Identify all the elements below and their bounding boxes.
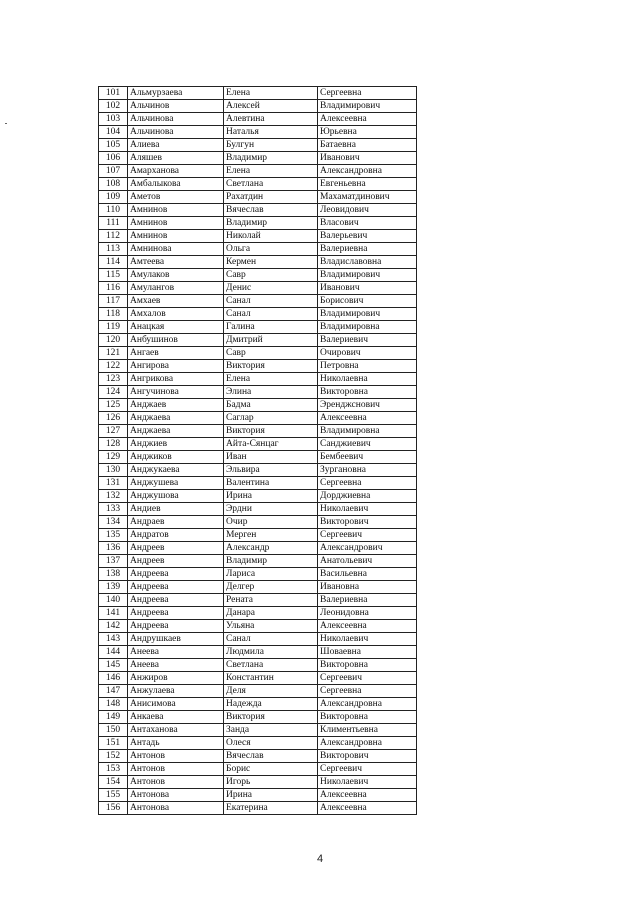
first-name-cell: Рахатдин — [224, 191, 318, 204]
first-name-cell: Денис — [224, 282, 318, 295]
row-number: 113 — [99, 243, 128, 256]
first-name-cell: Виктория — [224, 425, 318, 438]
patronymic-cell: Климентьевна — [318, 724, 417, 737]
patronymic-cell: Махаматдинович — [318, 191, 417, 204]
table-row — [99, 425, 417, 438]
patronymic-cell: Васильевна — [318, 568, 417, 581]
table-row — [99, 464, 417, 477]
patronymic-cell: Валериевна — [318, 243, 417, 256]
table-row — [99, 386, 417, 399]
patronymic-cell: Батаевна — [318, 139, 417, 152]
surname-cell: Анжулаева — [128, 685, 224, 698]
first-name-cell: Лариса — [224, 568, 318, 581]
surname-cell: Ангаев — [128, 347, 224, 360]
row-number: 141 — [99, 607, 128, 620]
first-name-cell: Елена — [224, 87, 318, 100]
first-name-cell: Николай — [224, 230, 318, 243]
surname-cell: Аметов — [128, 191, 224, 204]
first-name-cell: Делгер — [224, 581, 318, 594]
patronymic-cell: Александровна — [318, 165, 417, 178]
table-row — [99, 698, 417, 711]
surname-cell: Антонова — [128, 789, 224, 802]
table-row — [99, 87, 417, 100]
patronymic-cell: Викторович — [318, 750, 417, 763]
first-name-cell: Владимир — [224, 217, 318, 230]
patronymic-cell: Владимирович — [318, 308, 417, 321]
row-number: 133 — [99, 503, 128, 516]
table-row — [99, 308, 417, 321]
row-number: 137 — [99, 555, 128, 568]
first-name-cell: Вячеслав — [224, 204, 318, 217]
first-name-cell: Санал — [224, 308, 318, 321]
patronymic-cell: Шоваевна — [318, 646, 417, 659]
row-number: 123 — [99, 373, 128, 386]
row-number: 145 — [99, 659, 128, 672]
patronymic-cell: Викторовна — [318, 659, 417, 672]
surname-cell: Анджушева — [128, 477, 224, 490]
patronymic-cell: Бембеевич — [318, 451, 417, 464]
row-number: 153 — [99, 763, 128, 776]
patronymic-cell: Валерьевич — [318, 230, 417, 243]
patronymic-cell: Александровна — [318, 698, 417, 711]
surname-cell: Амулаков — [128, 269, 224, 282]
table-row — [99, 178, 417, 191]
table-row — [99, 334, 417, 347]
table-row — [99, 477, 417, 490]
table-row — [99, 620, 417, 633]
first-name-cell: Савр — [224, 347, 318, 360]
row-number: 131 — [99, 477, 128, 490]
surname-cell: Альчинов — [128, 100, 224, 113]
surname-cell: Анацкая — [128, 321, 224, 334]
patronymic-cell: Валериевна — [318, 594, 417, 607]
surname-cell: Альмурзаева — [128, 87, 224, 100]
table-row — [99, 282, 417, 295]
row-number: 116 — [99, 282, 128, 295]
surname-cell: Аляшев — [128, 152, 224, 165]
surname-cell: Ангучинова — [128, 386, 224, 399]
surname-cell: Амарханова — [128, 165, 224, 178]
table-row — [99, 217, 417, 230]
row-number: 102 — [99, 100, 128, 113]
table-row — [99, 646, 417, 659]
row-number: 156 — [99, 802, 128, 815]
row-number: 103 — [99, 113, 128, 126]
surname-cell: Андреев — [128, 542, 224, 555]
row-number: 144 — [99, 646, 128, 659]
first-name-cell: Эльвира — [224, 464, 318, 477]
surname-cell: Андреева — [128, 607, 224, 620]
row-number: 107 — [99, 165, 128, 178]
patronymic-cell: Сергеевна — [318, 87, 417, 100]
table-row — [99, 243, 417, 256]
row-number: 150 — [99, 724, 128, 737]
surname-cell: Анисимова — [128, 698, 224, 711]
patronymic-cell: Николаевна — [318, 373, 417, 386]
first-name-cell: Мерген — [224, 529, 318, 542]
patronymic-cell: Алексеевна — [318, 412, 417, 425]
first-name-cell: Алевтина — [224, 113, 318, 126]
first-name-cell: Светлана — [224, 659, 318, 672]
surname-cell: Андиев — [128, 503, 224, 516]
table-row — [99, 659, 417, 672]
patronymic-cell: Владимировна — [318, 321, 417, 334]
first-name-cell: Валентина — [224, 477, 318, 490]
first-name-cell: Дмитрий — [224, 334, 318, 347]
table-row — [99, 789, 417, 802]
patronymic-cell: Власович — [318, 217, 417, 230]
surname-cell: Амнинов — [128, 217, 224, 230]
row-number: 128 — [99, 438, 128, 451]
first-name-cell: Екатерина — [224, 802, 318, 815]
surname-cell: Ангирова — [128, 360, 224, 373]
first-name-cell: Санал — [224, 295, 318, 308]
row-number: 135 — [99, 529, 128, 542]
surname-cell: Анеева — [128, 659, 224, 672]
table-row — [99, 321, 417, 334]
table-row — [99, 607, 417, 620]
row-number: 121 — [99, 347, 128, 360]
table-row — [99, 230, 417, 243]
first-name-cell: Владимир — [224, 555, 318, 568]
table-row — [99, 568, 417, 581]
first-name-cell: Владимир — [224, 152, 318, 165]
first-name-cell: Эрдни — [224, 503, 318, 516]
row-number: 108 — [99, 178, 128, 191]
table-row — [99, 503, 417, 516]
table-row — [99, 295, 417, 308]
first-name-cell: Елена — [224, 373, 318, 386]
surname-cell: Анджукаева — [128, 464, 224, 477]
first-name-cell: Элина — [224, 386, 318, 399]
patronymic-cell: Петровна — [318, 360, 417, 373]
surname-cell: Алиева — [128, 139, 224, 152]
surname-cell: Амбалыкова — [128, 178, 224, 191]
surname-cell: Андреева — [128, 568, 224, 581]
surname-cell: Анжиров — [128, 672, 224, 685]
patronymic-cell: Владиславовна — [318, 256, 417, 269]
surname-cell: Андреев — [128, 555, 224, 568]
patronymic-cell: Алексеевна — [318, 113, 417, 126]
first-name-cell: Наталья — [224, 126, 318, 139]
table-row — [99, 204, 417, 217]
row-number: 143 — [99, 633, 128, 646]
row-number: 130 — [99, 464, 128, 477]
row-number: 115 — [99, 269, 128, 282]
table-row — [99, 373, 417, 386]
row-number: 126 — [99, 412, 128, 425]
patronymic-cell: Борисович — [318, 295, 417, 308]
patronymic-cell: Иванович — [318, 152, 417, 165]
table-row — [99, 113, 417, 126]
surname-cell: Амулангов — [128, 282, 224, 295]
names-table — [98, 86, 417, 815]
surname-cell: Ангрикова — [128, 373, 224, 386]
patronymic-cell: Сергеевич — [318, 529, 417, 542]
first-name-cell: Светлана — [224, 178, 318, 191]
row-number: 136 — [99, 542, 128, 555]
first-name-cell: Борис — [224, 763, 318, 776]
patronymic-cell: Сергеевич — [318, 672, 417, 685]
table-row — [99, 724, 417, 737]
row-number: 155 — [99, 789, 128, 802]
patronymic-cell: Очирович — [318, 347, 417, 360]
first-name-cell: Ирина — [224, 789, 318, 802]
row-number: 125 — [99, 399, 128, 412]
surname-cell: Анкаева — [128, 711, 224, 724]
surname-cell: Амнинова — [128, 243, 224, 256]
table-row — [99, 165, 417, 178]
patronymic-cell: Алексеевна — [318, 620, 417, 633]
table-row — [99, 438, 417, 451]
first-name-cell: Айта-Сянцаг — [224, 438, 318, 451]
table-row — [99, 581, 417, 594]
surname-cell: Андреева — [128, 594, 224, 607]
row-number: 140 — [99, 594, 128, 607]
patronymic-cell: Николаевич — [318, 503, 417, 516]
row-number: 111 — [99, 217, 128, 230]
table-row — [99, 412, 417, 425]
patronymic-cell: Владимирович — [318, 100, 417, 113]
table-row — [99, 256, 417, 269]
first-name-cell: Елена — [224, 165, 318, 178]
row-number: 147 — [99, 685, 128, 698]
row-number: 138 — [99, 568, 128, 581]
page-number: 4 — [316, 853, 324, 865]
surname-cell: Анджиков — [128, 451, 224, 464]
row-number: 119 — [99, 321, 128, 334]
surname-cell: Анбушинов — [128, 334, 224, 347]
patronymic-cell: Александрович — [318, 542, 417, 555]
table-row — [99, 776, 417, 789]
first-name-cell: Занда — [224, 724, 318, 737]
row-number: 105 — [99, 139, 128, 152]
table-row — [99, 633, 417, 646]
first-name-cell: Константин — [224, 672, 318, 685]
first-name-cell: Галина — [224, 321, 318, 334]
patronymic-cell: Сергеевич — [318, 763, 417, 776]
table-row — [99, 139, 417, 152]
first-name-cell: Булгун — [224, 139, 318, 152]
row-number: 148 — [99, 698, 128, 711]
row-number: 120 — [99, 334, 128, 347]
table-row — [99, 555, 417, 568]
first-name-cell: Бадма — [224, 399, 318, 412]
first-name-cell: Саглар — [224, 412, 318, 425]
first-name-cell: Алексей — [224, 100, 318, 113]
first-name-cell: Ульяна — [224, 620, 318, 633]
surname-cell: Антадь — [128, 737, 224, 750]
first-name-cell: Вячеслав — [224, 750, 318, 763]
table-row — [99, 685, 417, 698]
surname-cell: Антонов — [128, 750, 224, 763]
surname-cell: Андреева — [128, 620, 224, 633]
first-name-cell: Виктория — [224, 711, 318, 724]
row-number: 110 — [99, 204, 128, 217]
row-number: 151 — [99, 737, 128, 750]
table-row — [99, 451, 417, 464]
surname-cell: Антонов — [128, 763, 224, 776]
surname-cell: Анджушова — [128, 490, 224, 503]
row-number: 129 — [99, 451, 128, 464]
patronymic-cell: Анатольевич — [318, 555, 417, 568]
patronymic-cell: Леонидовна — [318, 607, 417, 620]
row-number: 132 — [99, 490, 128, 503]
first-name-cell: Очир — [224, 516, 318, 529]
surname-cell: Амнинов — [128, 204, 224, 217]
patronymic-cell: Эренджснович — [318, 399, 417, 412]
surname-cell: Анеева — [128, 646, 224, 659]
surname-cell: Андратов — [128, 529, 224, 542]
patronymic-cell: Сергеевна — [318, 685, 417, 698]
row-number: 142 — [99, 620, 128, 633]
first-name-cell: Иван — [224, 451, 318, 464]
patronymic-cell: Ивановна — [318, 581, 417, 594]
first-name-cell: Кермен — [224, 256, 318, 269]
surname-cell: Анджаев — [128, 399, 224, 412]
patronymic-cell: Николаевич — [318, 633, 417, 646]
patronymic-cell: Владимировна — [318, 425, 417, 438]
surname-cell: Амхалов — [128, 308, 224, 321]
surname-cell: Антаханова — [128, 724, 224, 737]
patronymic-cell: Иванович — [318, 282, 417, 295]
row-number: 152 — [99, 750, 128, 763]
row-number: 114 — [99, 256, 128, 269]
patronymic-cell: Леовидович — [318, 204, 417, 217]
surname-cell: Амтеева — [128, 256, 224, 269]
row-number: 134 — [99, 516, 128, 529]
patronymic-cell: Алексеевна — [318, 802, 417, 815]
table-row — [99, 347, 417, 360]
surname-cell: Альчинова — [128, 126, 224, 139]
row-number: 127 — [99, 425, 128, 438]
patronymic-cell: Сергеевна — [318, 477, 417, 490]
table-row — [99, 737, 417, 750]
table-row — [99, 672, 417, 685]
row-number: 118 — [99, 308, 128, 321]
patronymic-cell: Викторович — [318, 516, 417, 529]
table-row — [99, 490, 417, 503]
surname-cell: Анджаева — [128, 412, 224, 425]
first-name-cell: Александр — [224, 542, 318, 555]
surname-cell: Амнинов — [128, 230, 224, 243]
surname-cell: Андреева — [128, 581, 224, 594]
stray-mark — [5, 123, 7, 124]
patronymic-cell: Юрьевна — [318, 126, 417, 139]
row-number: 146 — [99, 672, 128, 685]
first-name-cell: Рената — [224, 594, 318, 607]
table-row — [99, 763, 417, 776]
patronymic-cell: Николаевич — [318, 776, 417, 789]
first-name-cell: Данара — [224, 607, 318, 620]
first-name-cell: Виктория — [224, 360, 318, 373]
patronymic-cell: Зургановна — [318, 464, 417, 477]
surname-cell: Антонов — [128, 776, 224, 789]
first-name-cell: Олеся — [224, 737, 318, 750]
row-number: 106 — [99, 152, 128, 165]
surname-cell: Андрушкаев — [128, 633, 224, 646]
row-number: 109 — [99, 191, 128, 204]
patronymic-cell: Алексеевна — [318, 789, 417, 802]
table-row — [99, 399, 417, 412]
first-name-cell: Игорь — [224, 776, 318, 789]
patronymic-cell: Викторовна — [318, 386, 417, 399]
surname-cell: Альчинова — [128, 113, 224, 126]
row-number: 117 — [99, 295, 128, 308]
table-row — [99, 542, 417, 555]
first-name-cell: Ольга — [224, 243, 318, 256]
patronymic-cell: Владимирович — [318, 269, 417, 282]
patronymic-cell: Валериевич — [318, 334, 417, 347]
first-name-cell: Надежда — [224, 698, 318, 711]
surname-cell: Андраев — [128, 516, 224, 529]
surname-cell: Анджаева — [128, 425, 224, 438]
first-name-cell: Людмила — [224, 646, 318, 659]
first-name-cell: Савр — [224, 269, 318, 282]
surname-cell: Амхаев — [128, 295, 224, 308]
table-row — [99, 269, 417, 282]
row-number: 104 — [99, 126, 128, 139]
row-number: 101 — [99, 87, 128, 100]
table-row — [99, 152, 417, 165]
first-name-cell: Санал — [224, 633, 318, 646]
row-number: 124 — [99, 386, 128, 399]
table-row — [99, 100, 417, 113]
table-row — [99, 750, 417, 763]
table-row — [99, 529, 417, 542]
names-table-body — [99, 87, 417, 815]
first-name-cell: Деля — [224, 685, 318, 698]
patronymic-cell: Евгеньевна — [318, 178, 417, 191]
table-row — [99, 711, 417, 724]
row-number: 139 — [99, 581, 128, 594]
patronymic-cell: Санджиевич — [318, 438, 417, 451]
table-row — [99, 516, 417, 529]
patronymic-cell: Викторовна — [318, 711, 417, 724]
surname-cell: Антонова — [128, 802, 224, 815]
row-number: 149 — [99, 711, 128, 724]
surname-cell: Анджиев — [128, 438, 224, 451]
table-row — [99, 802, 417, 815]
table-row — [99, 594, 417, 607]
table-row — [99, 191, 417, 204]
patronymic-cell: Дорджиевна — [318, 490, 417, 503]
table-row — [99, 126, 417, 139]
row-number: 122 — [99, 360, 128, 373]
row-number: 112 — [99, 230, 128, 243]
patronymic-cell: Александровна — [318, 737, 417, 750]
first-name-cell: Ирина — [224, 490, 318, 503]
table-row — [99, 360, 417, 373]
row-number: 154 — [99, 776, 128, 789]
